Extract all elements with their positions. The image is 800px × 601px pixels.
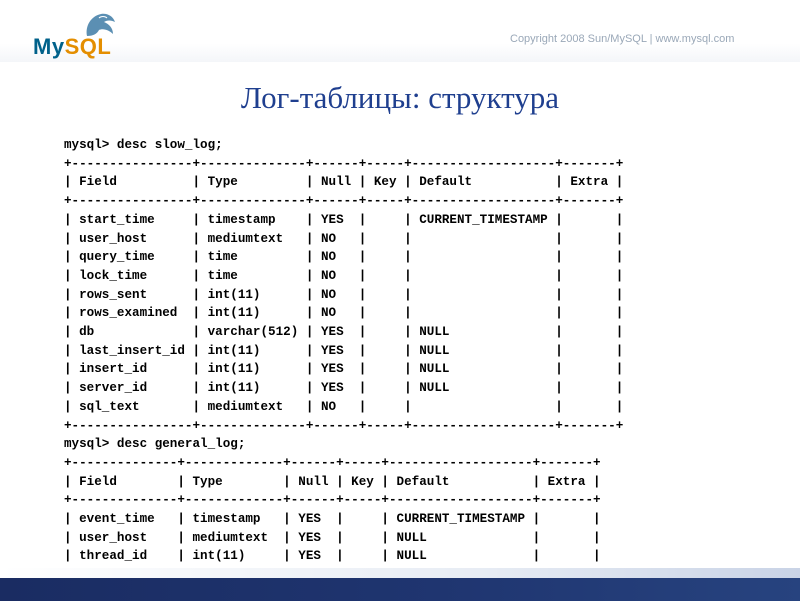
logo-my: My — [33, 34, 65, 59]
console-line: | query_time | time | NO | | | | — [64, 250, 624, 265]
logo-sql: SQL — [64, 34, 112, 59]
console-line: | thread_id | int(11) | YES | | NULL | | — [64, 549, 601, 564]
copyright-text: Copyright 2008 Sun/MySQL | — [510, 33, 656, 45]
console-line: +----------------+--------------+------+-----+-------------------+-------+ — [64, 156, 624, 171]
copyright-notice — [510, 33, 734, 45]
console-line: | db | varchar(512) | YES | | NULL | | — [64, 325, 624, 340]
console-output — [64, 136, 623, 566]
console-line: | sql_text | mediumtext | NO | | | | — [64, 399, 624, 414]
logo-wordmark — [33, 34, 111, 60]
console-line: mysql> desc general_log; — [64, 437, 246, 452]
console-line: +----------------+--------------+------+-----+-------------------+-------+ — [64, 418, 624, 433]
console-line: | event_time | timestamp | YES | | CURRENT_TIMESTAMP | | — [64, 512, 601, 527]
console-line: | user_host | mediumtext | NO | | | | — [64, 231, 624, 246]
console-line: | Field | Type | Null | Key | Default | Extra | — [64, 474, 601, 489]
slide-title: Лог-таблицы: структура — [240, 80, 560, 115]
console-line: | last_insert_id | int(11) | YES | | NULL | | — [64, 343, 624, 358]
console-line: | rows_examined | int(11) | NO | | | | — [64, 306, 624, 321]
console-line: | Field | Type | Null | Key | Default | Extra | — [64, 175, 624, 190]
console-line: | user_host | mediumtext | YES | | NULL | | — [64, 530, 601, 545]
footer-band — [0, 578, 800, 601]
console-line: +--------------+-------------+------+-----+-------------------+-------+ — [64, 493, 601, 508]
console-line: | rows_sent | int(11) | NO | | | | — [64, 287, 624, 302]
console-line: | server_id | int(11) | YES | | NULL | | — [64, 381, 624, 396]
website-link[interactable]: www.mysql.com — [655, 33, 735, 45]
console-line: +--------------+-------------+------+-----+-------------------+-------+ — [64, 455, 601, 470]
console-line: | start_time | timestamp | YES | | CURRENT_TIMESTAMP | | — [64, 212, 624, 227]
console-line: +----------------+--------------+------+-----+-------------------+-------+ — [64, 194, 624, 209]
console-line: | insert_id | int(11) | YES | | NULL | | — [64, 362, 624, 377]
console-line: | lock_time | time | NO | | | | — [64, 268, 624, 283]
console-line: mysql> desc slow_log; — [64, 138, 223, 152]
